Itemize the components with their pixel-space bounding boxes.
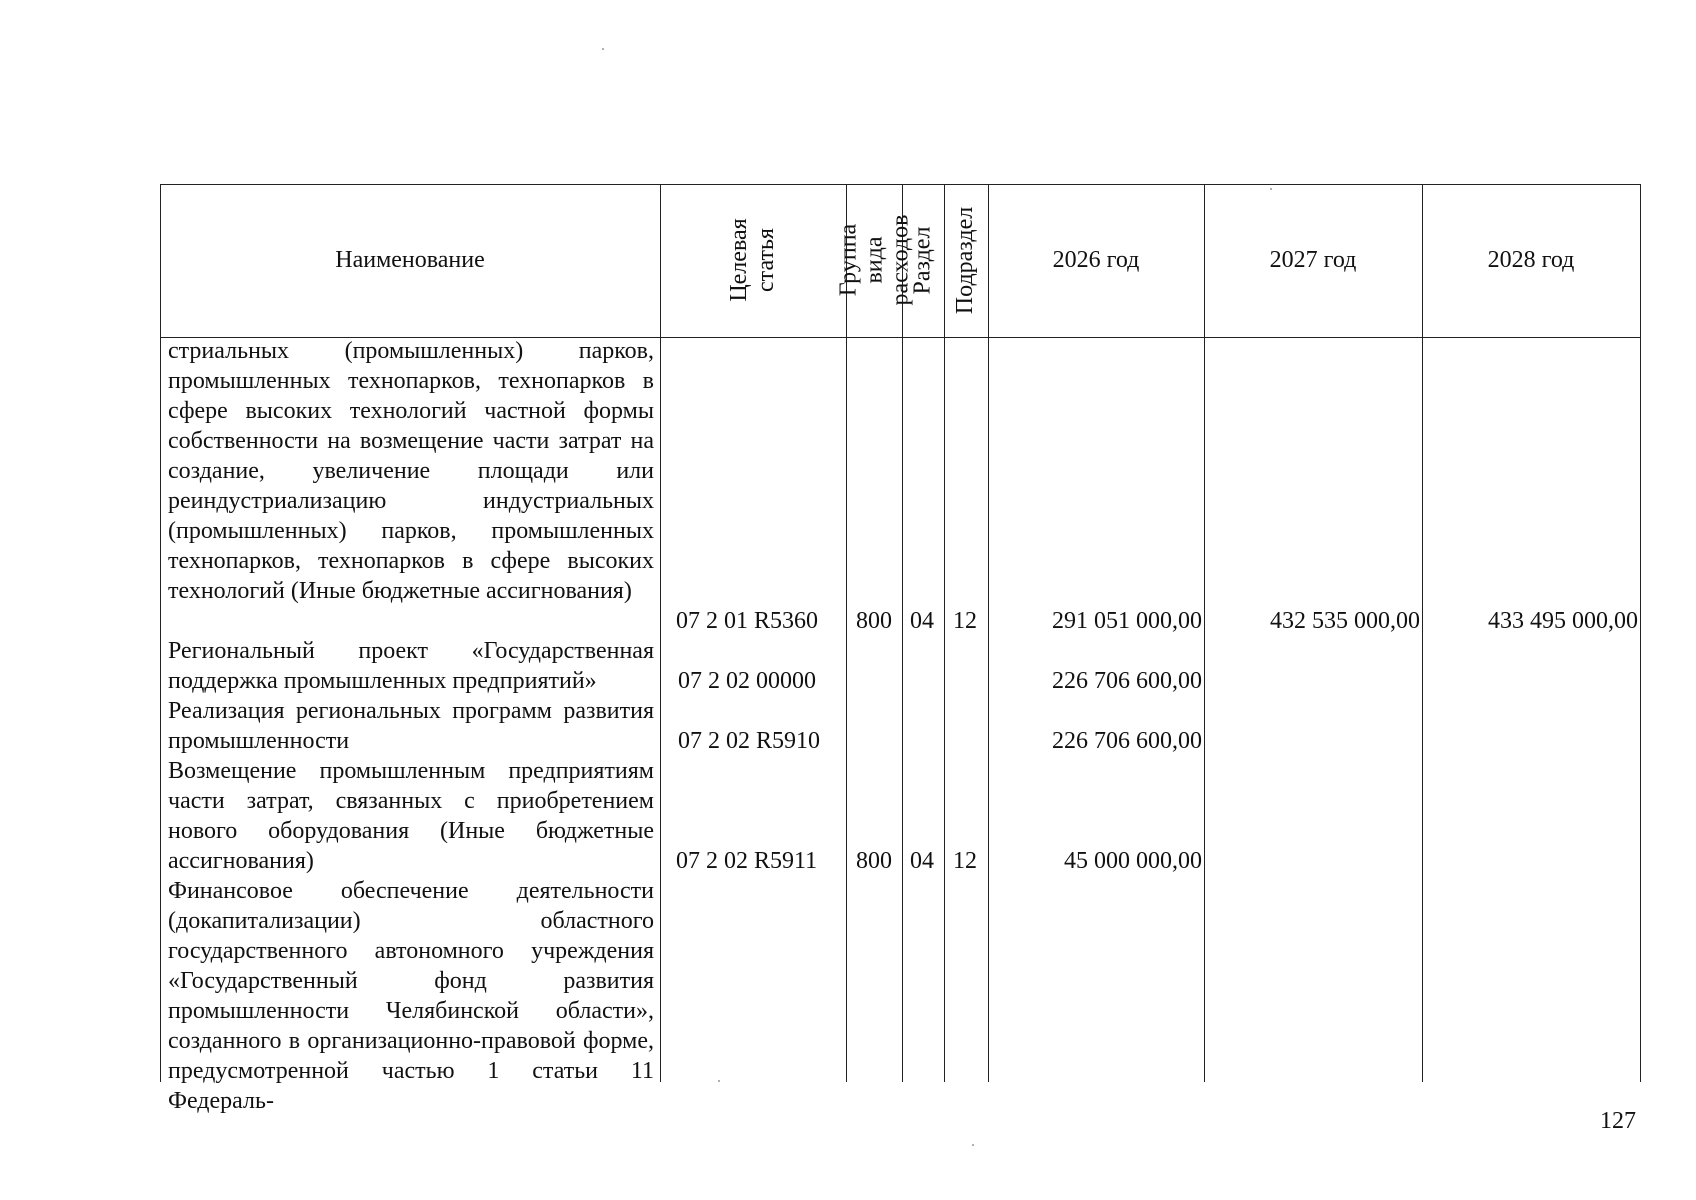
table-row-name: Возмещение промышленным предприятиям части затрат, связанных с приобретением нового оборудования (Иные бюджетные ассигнования): [168, 758, 654, 874]
page-number: 127: [1600, 1108, 1636, 1134]
table-border-right: [1640, 184, 1641, 1082]
row-amount-2026: 291 051 000,00: [1052, 608, 1202, 634]
header-2026: 2026 год: [1052, 247, 1140, 273]
row-subsection: 12: [953, 848, 977, 874]
row-amount-2028: 433 495 000,00: [1488, 608, 1638, 634]
header-subsection: Подраздел: [952, 206, 979, 314]
row-section: 04: [910, 848, 934, 874]
row-amount-2026: 45 000 000,00: [1064, 848, 1202, 874]
row-target-article: 07 2 02 R5911: [676, 848, 818, 874]
row-expense-group: 800: [856, 848, 892, 874]
row-amount-2026: 226 706 600,00: [1052, 728, 1202, 754]
table-row-name: Региональный проект «Государственная поддержка промышленных предприятий»: [168, 638, 654, 694]
header-target-article: Целевая статья: [726, 218, 779, 302]
row-target-article: 07 2 02 R5910: [678, 728, 821, 754]
header-expense-group: Группа вида расходов: [835, 214, 914, 306]
header-section: Раздел: [909, 226, 936, 294]
row-target-article: 07 2 01 R5360: [676, 608, 819, 634]
table-row-name: Финансовое обеспечение деятельности (докапитализации) областного государственного автономного учреждения «Государственный фонд развития промышленности Челябинской области», созданного в организационно-правовой форме, предусмотренной частью 1 статьи 11 Федераль-: [168, 878, 654, 1114]
header-2027: 2027 год: [1269, 247, 1357, 273]
row-subsection: 12: [953, 608, 977, 634]
row-section: 04: [910, 608, 934, 634]
header-name: Наименование: [335, 247, 485, 273]
header-2028: 2028 год: [1487, 247, 1575, 273]
table-row-name: стриальных (промышленных) парков, промышленных технопарков, технопарков в сфере высоких технологий частной формы собственности на возмещение части затрат на создание, увеличение площади или реиндустриализацию индустриальных (промышленных) парков, промышленных технопарков, технопарков в сфере высоких технологий (Иные бюджетные ассигнования): [168, 338, 654, 604]
row-amount-2027: 432 535 000,00: [1270, 608, 1420, 634]
row-amount-2026: 226 706 600,00: [1052, 668, 1202, 694]
scan-speck: [718, 1080, 720, 1082]
row-expense-group: 800: [856, 608, 892, 634]
scan-speck: [602, 48, 604, 50]
table-row-name: Реализация региональных программ развития промышленности: [168, 698, 654, 754]
row-target-article: 07 2 02 00000: [678, 668, 816, 694]
scan-speck: [972, 1144, 974, 1146]
